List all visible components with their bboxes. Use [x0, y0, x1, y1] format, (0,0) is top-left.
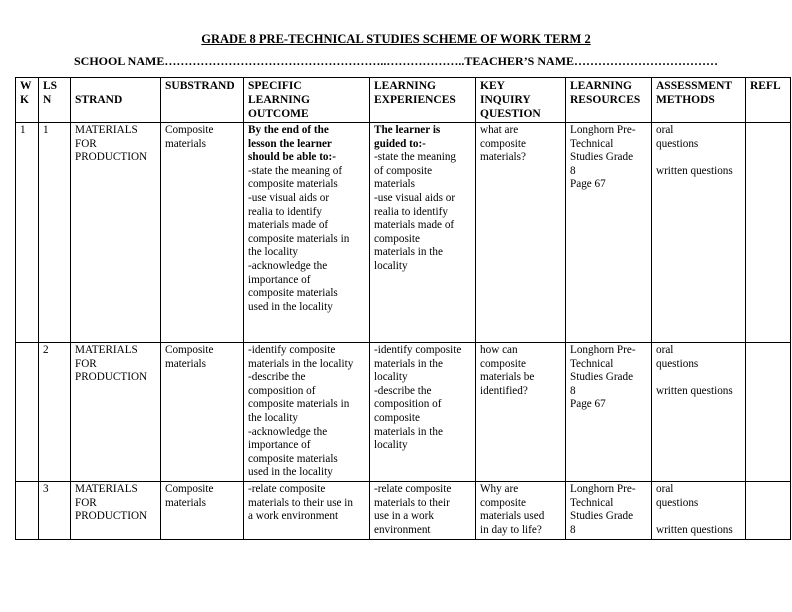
table-row — [16, 123, 791, 343]
header-strand: STRAND — [71, 78, 161, 123]
header-refl: REFL — [746, 78, 791, 123]
table-row — [16, 343, 791, 482]
cell-inquiry-question: how can composite materials be identified? — [476, 343, 566, 482]
cell-strand: MATERIALS FOR PRODUCTION — [71, 343, 161, 482]
cell-lsn: 2 — [39, 343, 71, 482]
cell-lsn: 3 — [39, 481, 71, 539]
cell-resources: Longhorn Pre- Technical Studies Grade 8 Page 67 — [566, 343, 652, 482]
cell-strand: MATERIALS FOR PRODUCTION — [71, 481, 161, 539]
cell-learning-experiences: -relate composite materials to their use in a work environment — [370, 481, 476, 539]
header-lsn: LS N — [39, 78, 71, 123]
cell-wk — [16, 481, 39, 539]
table-row — [16, 481, 791, 539]
header-row — [16, 78, 791, 123]
scheme-of-work-table — [15, 77, 791, 540]
cell-strand: MATERIALS FOR PRODUCTION — [71, 123, 161, 343]
header-am: ASSESSMENT METHODS — [652, 78, 746, 123]
cell-learning-experiences: The learner is guided to:- -state the meaning of composite materials -use visual aids or realia to identify materials made of composite materials in the locality — [370, 123, 476, 343]
school-teacher-line: SCHOOL NAME………………………………………………..………………..TEACHER’S NAME……………………………… — [74, 54, 719, 68]
cell-learning-experiences: -identify composite materials in the locality -describe the composition of composite materials in the locality — [370, 343, 476, 482]
header-kiq: KEY INQUIRY QUESTION — [476, 78, 566, 123]
document-title: GRADE 8 PRE-TECHNICAL STUDIES SCHEME OF WORK TERM 2 — [201, 32, 591, 46]
cell-learning-outcome: -identify composite materials in the locality -describe the composition of composite materials in the locality -acknowledge the importance of composite materials used in the locality — [244, 343, 370, 482]
cell-assessment: oral questions written questions — [652, 343, 746, 482]
cell-refl — [746, 481, 791, 539]
cell-assessment: oral questions written questions — [652, 123, 746, 343]
cell-wk: 1 — [16, 123, 39, 343]
header-wk: W K — [16, 78, 39, 123]
cell-substrand: Composite materials — [161, 343, 244, 482]
header-lr: LEARNING RESOURCES — [566, 78, 652, 123]
cell-refl — [746, 123, 791, 343]
cell-assessment: oral questions written questions — [652, 481, 746, 539]
cell-substrand: Composite materials — [161, 481, 244, 539]
header-substrand: SUBSTRAND — [161, 78, 244, 123]
cell-inquiry-question: what are composite materials? — [476, 123, 566, 343]
cell-learning-outcome: -relate composite materials to their use in a work environment — [244, 481, 370, 539]
cell-resources: Longhorn Pre- Technical Studies Grade 8 Page 67 — [566, 123, 652, 343]
cell-inquiry-question: Why are composite materials used in day to life? — [476, 481, 566, 539]
header-slo: SPECIFIC LEARNING OUTCOME — [244, 78, 370, 123]
cell-lsn: 1 — [39, 123, 71, 343]
cell-resources: Longhorn Pre- Technical Studies Grade 8 — [566, 481, 652, 539]
cell-substrand: Composite materials — [161, 123, 244, 343]
cell-learning-outcome: By the end of the lesson the learner should be able to:- -state the meaning of composite materials -use visual aids or realia to identify materials made of composite materials in the locality -acknowledge the importance of composite materials used in the locality — [244, 123, 370, 343]
cell-wk — [16, 343, 39, 482]
header-le: LEARNING EXPERIENCES — [370, 78, 476, 123]
cell-refl — [746, 343, 791, 482]
